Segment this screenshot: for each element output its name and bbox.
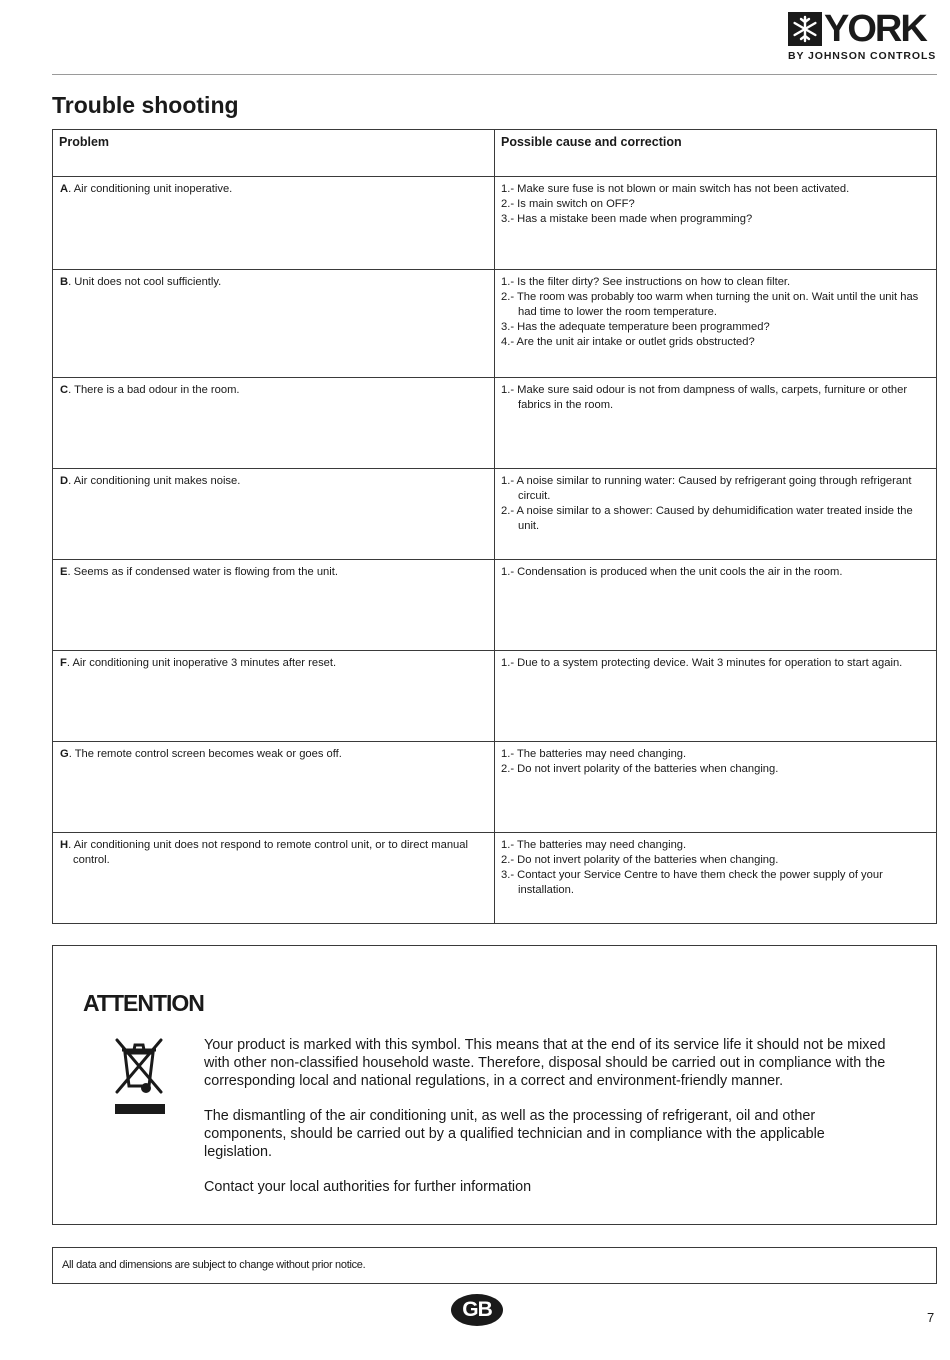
cause-cell: [495, 742, 937, 833]
problem-letter: B: [60, 276, 69, 288]
problem-letter: G: [60, 748, 69, 760]
cause-list: [501, 656, 930, 671]
attention-paragraph: Contact your local authorities for further information: [204, 1179, 532, 1195]
problem-text: . Air conditioning unit does not respond to remote control unit, or to direct manual control.: [68, 839, 468, 866]
brand-tagline: BY JOHNSON CONTROLS: [788, 50, 937, 62]
cause-item: 1.- A noise similar to running water: Caused by refrigerant going through refrigerant circuit.: [501, 475, 912, 502]
cause-item: 3.- Contact your Service Centre to have them check the power supply of your installation.: [501, 869, 883, 896]
cause-cell: [495, 833, 937, 924]
cause-item: 1.- Condensation is produced when the unit cools the air in the room.: [501, 566, 843, 578]
cause-list: [501, 275, 930, 350]
problem-letter: A: [60, 183, 69, 195]
disclaimer-text: All data and dimensions are subject to change without prior notice.: [62, 1259, 366, 1271]
table-header-row: [53, 130, 937, 177]
column-header-problem: Problem: [53, 130, 495, 177]
cause-item: 2.- The room was probably too warm when turning the unit on. Wait until the unit has had time to lower the room temperature.: [501, 291, 919, 318]
cause-item: 1.- The batteries may need changing.: [501, 748, 687, 760]
problem-text: . The remote control screen becomes weak or goes off.: [68, 748, 342, 760]
cause-list: [501, 565, 930, 580]
table-row: [53, 742, 937, 833]
brand-name: YORK: [824, 8, 926, 50]
problem-cell: [53, 177, 495, 270]
troubleshooting-table: [52, 129, 937, 924]
cause-item: 1.- Due to a system protecting device. Wait 3 minutes for operation to start again.: [501, 657, 903, 669]
problem-cell: [53, 833, 495, 924]
problem-text: . Air conditioning unit inoperative.: [68, 183, 233, 195]
cause-cell: [495, 651, 937, 742]
crossed-out-wheelie-bin-icon: [113, 1036, 167, 1120]
table-row: [53, 651, 937, 742]
cause-cell: [495, 378, 937, 469]
problem-letter: C: [60, 384, 69, 396]
cause-list: [501, 474, 930, 534]
problem-cell: [53, 378, 495, 469]
table-row: [53, 270, 937, 378]
cause-item: 2.- Do not invert polarity of the batteries when changing.: [501, 763, 779, 775]
problem-cell: [53, 651, 495, 742]
cause-item: 1.- Make sure fuse is not blown or main switch has not been activated.: [501, 183, 850, 195]
cause-list: [501, 838, 930, 898]
table-row: [53, 177, 937, 270]
cause-cell: [495, 177, 937, 270]
cause-item: 2.- Is main switch on OFF?: [501, 198, 635, 210]
problem-text: . Unit does not cool sufficiently.: [68, 276, 222, 288]
table-row: [53, 378, 937, 469]
problem-text: . Seems as if condensed water is flowing from the unit.: [67, 566, 338, 578]
cause-item: 4.- Are the unit air intake or outlet grids obstructed?: [501, 336, 755, 348]
table-row: [53, 560, 937, 651]
cause-item: 2.- Do not invert polarity of the batteries when changing.: [501, 854, 779, 866]
problem-letter: F: [60, 657, 67, 669]
cause-item: 2.- A noise similar to a shower: Caused by dehumidification water treated inside the unit.: [501, 505, 913, 532]
cause-list: [501, 747, 930, 777]
table-row: [53, 833, 937, 924]
attention-paragraph: The dismantling of the air conditioning unit, as well as the processing of refrigerant, oil and other components, should be carried out by a qualified technician and in compliance with the applicable legislation.: [204, 1108, 825, 1160]
disclaimer-box: [52, 1247, 937, 1284]
cause-list: [501, 383, 930, 413]
problem-cell: [53, 270, 495, 378]
problem-text: . Air conditioning unit inoperative 3 minutes after reset.: [66, 657, 337, 669]
problem-letter: D: [60, 475, 69, 487]
cause-cell: [495, 560, 937, 651]
snowflake-icon: [788, 12, 822, 46]
cause-item: 1.- Make sure said odour is not from dampness of walls, carpets, furniture or other fabrics in the room.: [501, 384, 908, 411]
language-badge: GB: [451, 1294, 503, 1326]
attention-heading: ATTENTION: [83, 990, 204, 1016]
cause-item: 3.- Has the adequate temperature been programmed?: [501, 321, 770, 333]
cause-item: 1.- The batteries may need changing.: [501, 839, 687, 851]
page-number: 7: [927, 1310, 935, 1325]
problem-letter: H: [60, 839, 69, 851]
table-row: [53, 469, 937, 560]
problem-cell: [53, 469, 495, 560]
problem-text: . Air conditioning unit makes noise.: [68, 475, 241, 487]
problem-letter: E: [60, 566, 68, 578]
cause-cell: [495, 270, 937, 378]
problem-cell: [53, 742, 495, 833]
attention-paragraph: Your product is marked with this symbol. This means that at the end of its service life it should not be mixed with other non-classified household waste. Therefore, disposal should be carried out in compliance with the corresponding local and national regulations, in a correct and environment-friendly manner.: [204, 1037, 886, 1089]
page-title: Trouble shooting: [52, 92, 239, 118]
cause-item: 3.- Has a mistake been made when programming?: [501, 213, 753, 225]
attention-box: [52, 945, 937, 1225]
cause-item: 1.- Is the filter dirty? See instructions on how to clean filter.: [501, 276, 791, 288]
cause-list: [501, 182, 930, 227]
problem-text: . There is a bad odour in the room.: [68, 384, 240, 396]
york-logo: [788, 8, 938, 68]
column-header-cause: Possible cause and correction: [495, 130, 937, 177]
attention-text: [204, 1036, 894, 1213]
problem-cell: [53, 560, 495, 651]
header-divider: [52, 74, 937, 75]
cause-cell: [495, 469, 937, 560]
